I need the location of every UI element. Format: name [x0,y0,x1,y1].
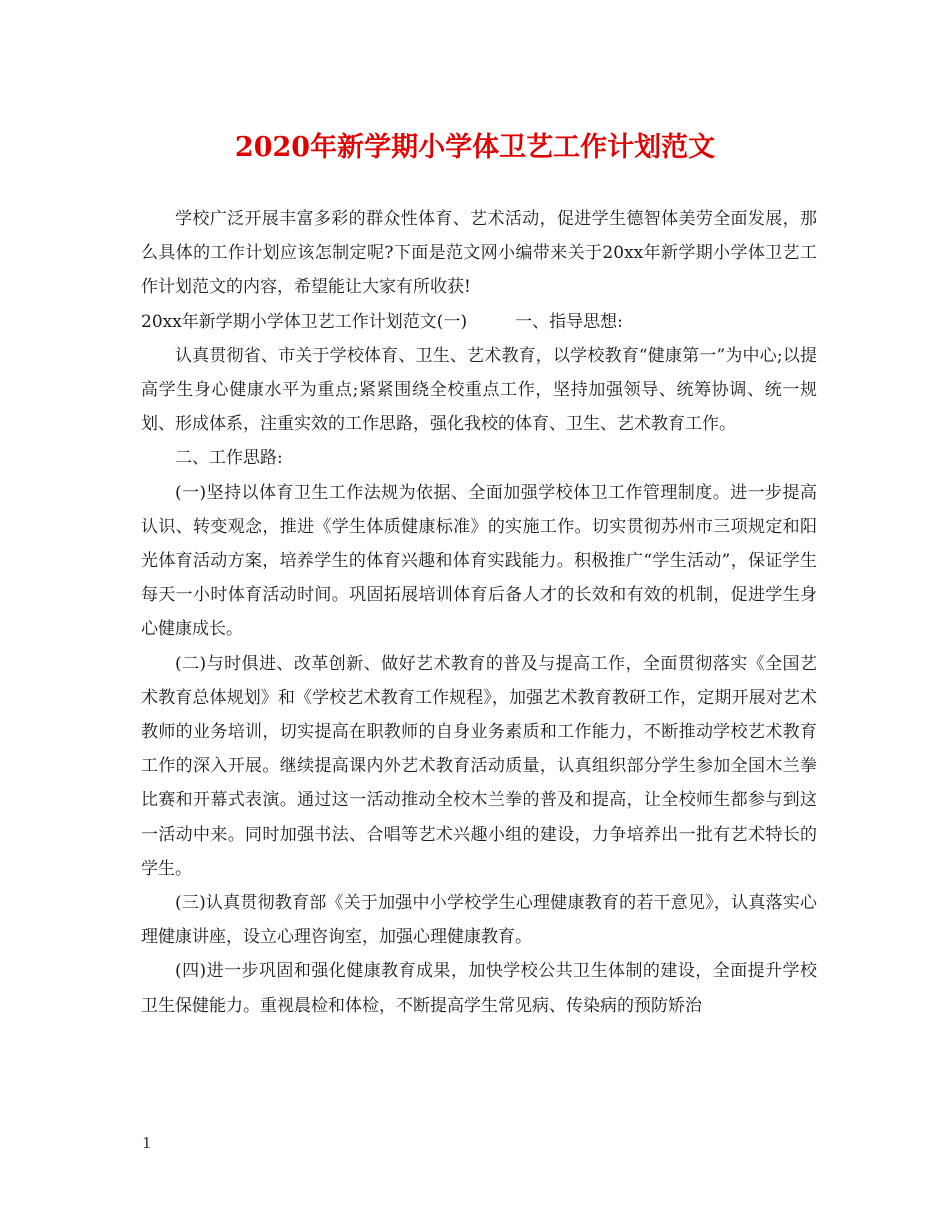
section-subhead [141,305,817,339]
document-body [141,202,817,1023]
intro-paragraph: 学校广泛开展丰富多彩的群众性体育、艺术活动，促进学生德智体美劳全面发展，那么具体的工作计划应该怎制定呢?下面是范文网小编带来关于20xx年新学期小学体卫艺工作计划范文的内容，希望能让大家有所收获! [141,209,817,298]
item-four-paragraph: (四)进一步巩固和强化健康教育成果，加快学校公共卫生体制的建设，全面提升学校卫生保健能力。重视晨检和体检，不断提高学生常见病、传染病的预防矫治 [141,961,817,1016]
guiding-thought-paragraph: 认真贯彻省、市关于学校体育、卫生、艺术教育，以学校教育“健康第一”为中心;以提高学生身心健康水平为重点;紧紧围绕全校重点工作，坚持加强领导、统筹协调、统一规划、形成体系，注重实效的工作思路，强化我校的体育、卫生、艺术教育工作。 [141,345,817,435]
document-title: 2020年新学期小学体卫艺工作计划范文 [234,132,716,163]
subhead-title: 20xx年新学期小学体卫艺工作计划范文(一) [141,311,468,332]
page-number: 1 [142,1134,152,1152]
item-two-paragraph: (二)与时俱进、改革创新、做好艺术教育的普及与提高工作，全面贯彻落实《全国艺术教育总体规划》和《学校艺术教育工作规程》，加强艺术教育教研工作，定期开展对艺术教师的业务培训，切实提高在职教师的自身业务素质和工作能力，不断推动学校艺术教育工作的深入开展。继续提高课内外艺术教育活动质量，认真组织部分学生参加全国木兰拳比赛和开幕式表演。通过这一活动推动全校木兰拳的普及和提高，让全校师生都参与到这一活动中来。同时加强书法、合唱等艺术兴趣小组的建设，力争培养出一批有艺术特长的学生。 [141,653,817,879]
subhead-section: 一、指导思想: [515,311,623,332]
item-three-paragraph: (三)认真贯彻教育部《关于加强中小学校学生心理健康教育的若干意见》，认真落实心理健康讲座，设立心理咨询室，加强心理健康教育。 [141,893,817,948]
item-one-paragraph: (一)坚持以体育卫生工作法规为依据、全面加强学校体卫工作管理制度。进一步提高认识、转变观念，推进《学生体质健康标准》的实施工作。切实贯彻苏州市三项规定和阳光体育活动方案，培养学生的体育兴趣和体育实践能力。积极推广“学生活动”，保证学生每天一小时体育活动时间。巩固拓展培训体育后备人才的长效和有效的机制，促进学生身心健康成长。 [141,482,817,640]
work-ideas-heading: 二、工作思路: [175,448,283,469]
